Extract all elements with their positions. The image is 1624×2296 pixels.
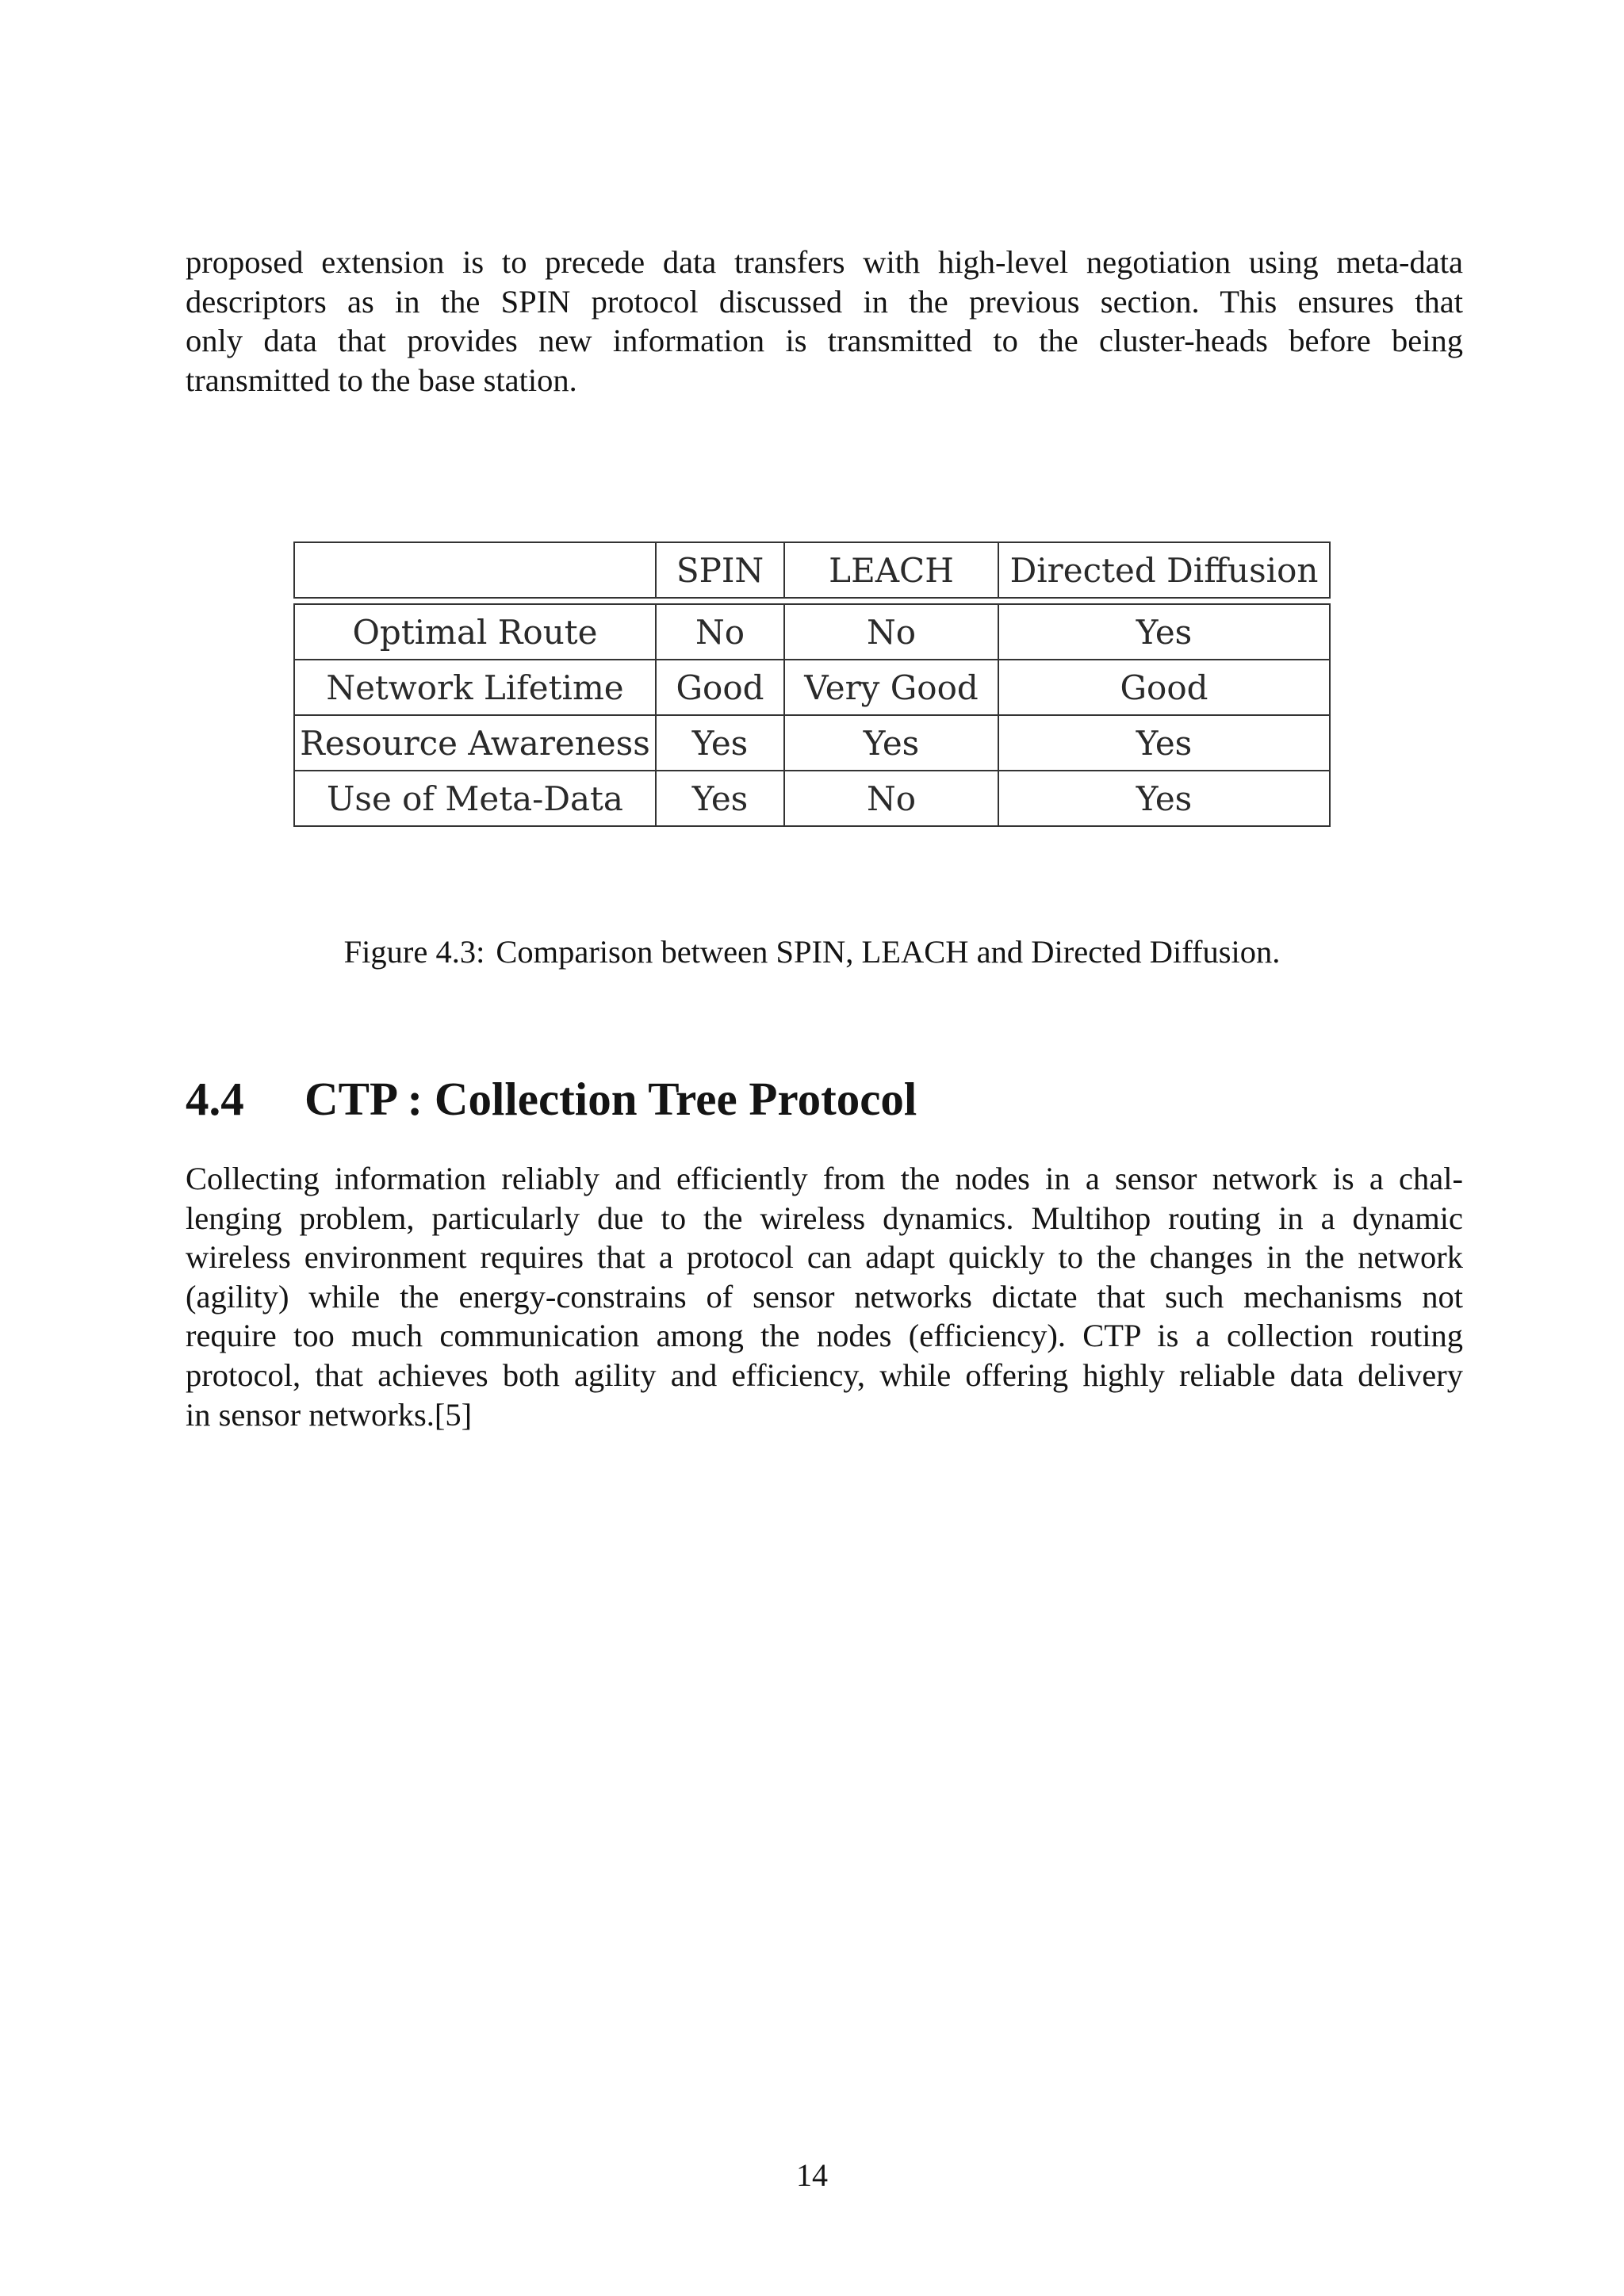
figure-caption-text: Comparison between SPIN, LEACH and Directed Diffusion. xyxy=(496,934,1281,970)
table-cell: Network Lifetime xyxy=(293,659,655,714)
paragraph-line: Collecting information reliably and efficiently from the nodes in a sensor network is a chal- xyxy=(186,1161,1463,1196)
paragraph-line: wireless environment requires that a protocol can adapt quickly to the changes in the network xyxy=(186,1239,1463,1276)
table-row xyxy=(293,714,1331,770)
paragraph-line: transmitted to the base station. xyxy=(186,362,577,398)
figure-caption xyxy=(0,932,1624,972)
section-heading xyxy=(186,1070,917,1127)
table-cell: No xyxy=(783,603,998,659)
paragraph-line: only data that provides new information is transmitted to the cluster-heads before being xyxy=(186,323,1463,359)
table-row xyxy=(293,603,1331,659)
table-header-cell: SPIN xyxy=(655,541,783,599)
table-cell: Yes xyxy=(783,714,998,770)
table-cell: Yes xyxy=(998,714,1331,770)
section-number: 4.4 xyxy=(186,1073,244,1125)
table-row xyxy=(293,659,1331,714)
comparison-table xyxy=(293,541,1331,827)
paragraph-line: in sensor networks.[5] xyxy=(186,1396,473,1433)
table-row xyxy=(293,770,1331,827)
table-cell: Use of Meta-Data xyxy=(293,770,655,827)
paragraph-line: protocol, that achieves both agility and efficiency, while offering highly reliable data delivery xyxy=(186,1357,1463,1393)
paragraph-line: (agility) while the energy-constrains of sensor networks dictate that such mechanisms not xyxy=(186,1278,1463,1314)
table-cell: Yes xyxy=(998,770,1331,827)
table-cell: Yes xyxy=(655,770,783,827)
page-number: 14 xyxy=(796,2157,828,2193)
paragraph-line: require too much communication among the nodes (efficiency). CTP is a collection routing xyxy=(186,1318,1463,1354)
table-cell: No xyxy=(655,603,783,659)
intro-paragraph xyxy=(186,243,1463,400)
section-title: CTP : Collection Tree Protocol xyxy=(304,1073,917,1125)
table-cell: Yes xyxy=(998,603,1331,659)
table-cell: Good xyxy=(998,659,1331,714)
comparison-figure xyxy=(293,541,1331,827)
table-header-cell xyxy=(293,541,655,599)
table-cell: Resource Awareness xyxy=(293,714,655,770)
table-cell: Very Good xyxy=(783,659,998,714)
table-header-row xyxy=(293,541,1331,599)
table-cell: Good xyxy=(655,659,783,714)
table-cell: Optimal Route xyxy=(293,603,655,659)
ctp-paragraph xyxy=(186,1159,1463,1434)
table-header-cell: Directed Diffusion xyxy=(998,541,1331,599)
table-header-cell: LEACH xyxy=(783,541,998,599)
paragraph-line: descriptors as in the SPIN protocol discussed in the previous section. This ensures that xyxy=(186,283,1463,320)
paragraph-line: lenging problem, particularly due to the wireless dynamics. Multihop routing in a dynamic xyxy=(186,1200,1463,1236)
table-cell: No xyxy=(783,770,998,827)
paragraph-line: proposed extension is to precede data transfers with high-level negotiation using meta-data xyxy=(186,244,1463,280)
figure-label: Figure 4.3: xyxy=(343,934,485,970)
table-cell: Yes xyxy=(655,714,783,770)
